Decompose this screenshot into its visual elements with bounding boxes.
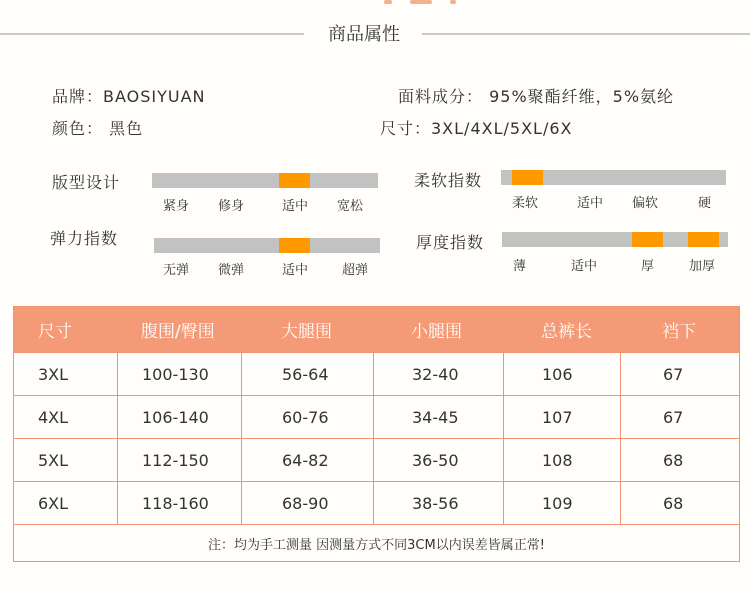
section-title: 商品属性 bbox=[328, 24, 400, 45]
size-chart-table bbox=[13, 306, 740, 562]
table-cell: 34-45 bbox=[373, 396, 503, 438]
table-row bbox=[14, 438, 739, 481]
table-cell: 118-160 bbox=[117, 482, 241, 524]
elasticity-tick: 微弹 bbox=[218, 263, 245, 278]
table-cell: 67 bbox=[620, 353, 739, 395]
thickness-scale-label: 厚度指数 bbox=[416, 233, 485, 252]
table-cell: 109 bbox=[503, 482, 620, 524]
table-row bbox=[14, 395, 739, 438]
top-decoration bbox=[370, 0, 460, 6]
fit-scale-bar bbox=[152, 173, 378, 188]
table-cell: 3XL bbox=[38, 364, 69, 384]
color-attribute: 颜色： 黑色 bbox=[52, 119, 144, 138]
table-header-row bbox=[14, 307, 739, 352]
table-cell: 6XL bbox=[38, 493, 69, 513]
measurement-note: 注：均为手工测量 因测量方式不同3CM以内误差皆属正常! bbox=[14, 524, 739, 561]
table-cell: 106-140 bbox=[117, 396, 241, 438]
elasticity-scale-marker bbox=[279, 238, 310, 253]
table-cell: 106 bbox=[503, 353, 620, 395]
table-cell: 68 bbox=[620, 482, 739, 524]
table-cell: 112-150 bbox=[117, 439, 241, 481]
elasticity-tick: 无弹 bbox=[163, 263, 190, 278]
softness-scale-marker bbox=[512, 170, 543, 185]
softness-tick: 柔软 bbox=[512, 196, 539, 211]
fit-scale-marker bbox=[279, 173, 310, 188]
softness-tick: 适中 bbox=[577, 196, 604, 211]
table-cell: 36-50 bbox=[373, 439, 503, 481]
table-row bbox=[14, 481, 739, 524]
elasticity-scale-label: 弹力指数 bbox=[50, 229, 119, 248]
thickness-tick: 加厚 bbox=[689, 259, 716, 274]
brand-attribute: 品牌：BAOSIYUAN bbox=[52, 87, 206, 106]
title-divider-right bbox=[422, 33, 750, 35]
thickness-scale-bar bbox=[502, 232, 728, 247]
table-cell: 100-130 bbox=[117, 353, 241, 395]
table-cell: 67 bbox=[620, 396, 739, 438]
softness-tick: 偏软 bbox=[632, 196, 659, 211]
elasticity-scale-bar bbox=[154, 238, 380, 253]
fit-tick: 适中 bbox=[282, 199, 309, 214]
fit-tick: 紧身 bbox=[163, 199, 190, 214]
table-cell: 4XL bbox=[38, 407, 69, 427]
softness-tick: 硬 bbox=[698, 196, 712, 211]
thickness-scale-marker bbox=[632, 232, 663, 247]
elasticity-tick: 超弹 bbox=[342, 263, 369, 278]
table-cell: 64-82 bbox=[241, 439, 373, 481]
thickness-scale-marker bbox=[688, 232, 719, 247]
table-cell: 68-90 bbox=[241, 482, 373, 524]
elasticity-tick: 适中 bbox=[282, 263, 309, 278]
table-header-thigh: 大腿围 bbox=[281, 322, 332, 342]
size-attribute: 尺寸：3XL/4XL/5XL/6X bbox=[380, 119, 573, 138]
table-header-waist-hip: 腹围/臀围 bbox=[141, 322, 215, 342]
table-cell: 60-76 bbox=[241, 396, 373, 438]
fabric-attribute: 面料成分： 95%聚酯纤维，5%氨纶 bbox=[398, 87, 675, 106]
table-cell: 56-64 bbox=[241, 353, 373, 395]
table-cell: 32-40 bbox=[373, 353, 503, 395]
table-cell: 108 bbox=[503, 439, 620, 481]
table-cell: 5XL bbox=[38, 450, 69, 470]
fit-scale-label: 版型设计 bbox=[52, 173, 121, 192]
table-cell: 38-56 bbox=[373, 482, 503, 524]
fit-tick: 宽松 bbox=[337, 199, 364, 214]
thickness-tick: 适中 bbox=[571, 259, 598, 274]
table-cell: 107 bbox=[503, 396, 620, 438]
softness-scale-bar bbox=[501, 170, 726, 185]
softness-scale-label: 柔软指数 bbox=[414, 171, 483, 190]
table-header-inseam: 裆下 bbox=[662, 322, 696, 342]
table-header-length: 总裤长 bbox=[541, 322, 592, 342]
fit-tick: 修身 bbox=[218, 199, 245, 214]
thickness-tick: 厚 bbox=[641, 259, 655, 274]
table-header-calf: 小腿围 bbox=[411, 322, 462, 342]
thickness-tick: 薄 bbox=[513, 259, 527, 274]
title-divider-left bbox=[0, 33, 304, 35]
table-cell: 68 bbox=[620, 439, 739, 481]
table-header-size: 尺寸 bbox=[38, 322, 72, 342]
table-row bbox=[14, 352, 739, 395]
